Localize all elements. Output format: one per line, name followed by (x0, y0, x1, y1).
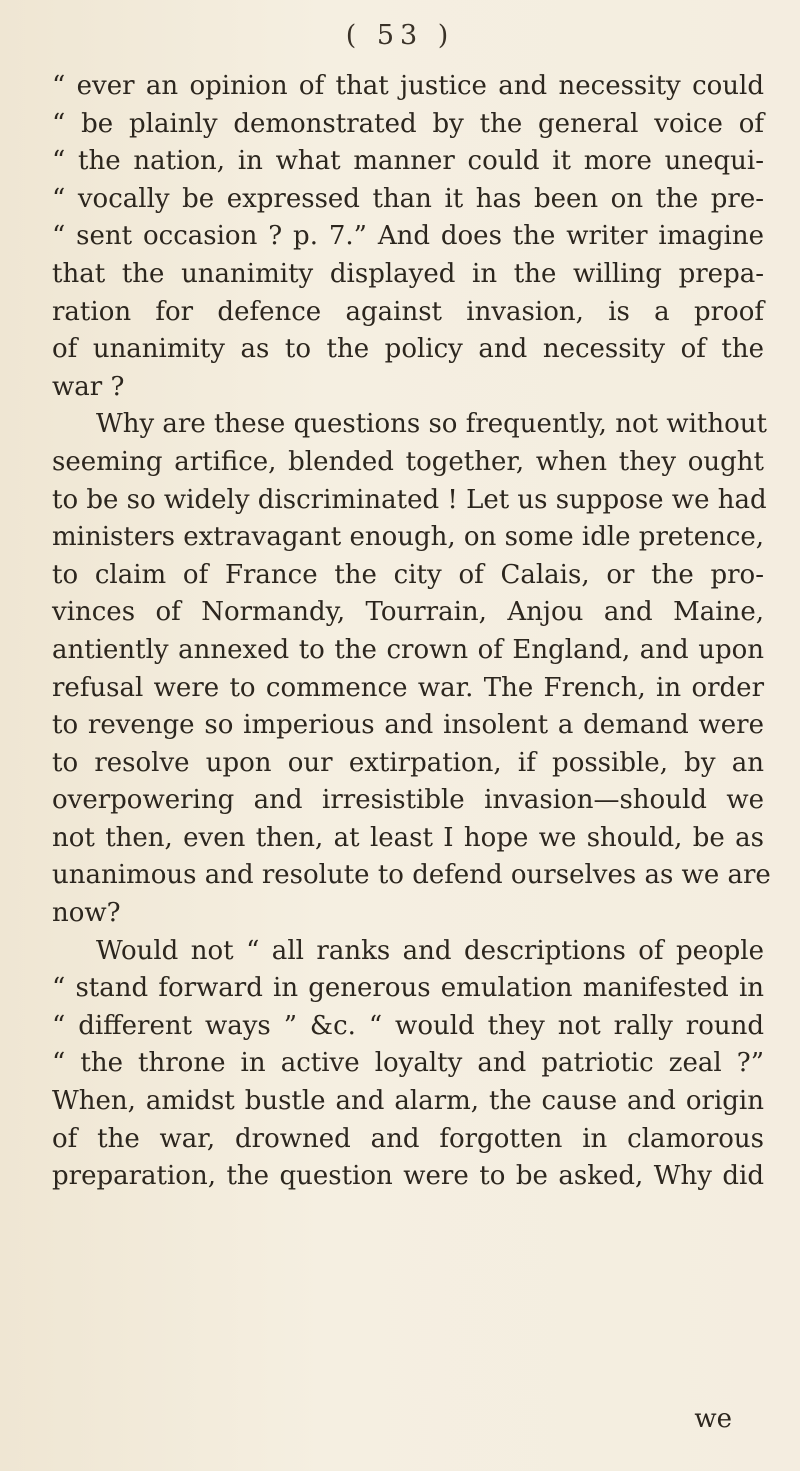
text-line: antiently annexed to the crown of England, and upon (52, 634, 764, 665)
text-line: war ? (52, 371, 125, 402)
page-number: ( 53 ) (345, 20, 455, 51)
text-line: that the unanimity displayed in the willing prepa- (52, 258, 764, 289)
text-line: “ sent occasion ? p. 7.” And does the writer imagine (52, 221, 764, 252)
body-text (52, 68, 771, 1196)
catchword: we (694, 1404, 732, 1434)
text-line: “ different ways ” &c. “ would they not rally round (52, 1010, 764, 1041)
text-line: “ be plainly demonstrated by the general voice of (52, 108, 764, 139)
text-line: vinces of Normandy, Tourrain, Anjou and Maine, (52, 597, 764, 628)
text-line: to claim of France the city of Calais, or the pro- (52, 559, 764, 590)
text-line: When, amidst bustle and alarm, the cause and origin (52, 1086, 764, 1117)
text-line: overpowering and irresistible invasion—should we (52, 785, 764, 816)
text-line: “ stand forward in generous emulation manifested in (52, 973, 764, 1004)
text-line: “ vocally be expressed than it has been on the pre- (52, 183, 764, 214)
text-line: ministers extravagant enough, on some idle pretence, (52, 522, 765, 553)
text-line: not then, even then, at least I hope we should, be as (52, 822, 764, 853)
text-line: of the war, drowned and forgotten in clamorous (52, 1123, 764, 1154)
text-line: of unanimity as to the policy and necessity of the (52, 334, 764, 365)
text-line: Would not “ all ranks and descriptions of people (96, 935, 764, 966)
text-line: “ ever an opinion of that justice and necessity could (52, 71, 764, 101)
text-line: ration for defence against invasion, is a proof (52, 296, 764, 327)
text-line: seeming artifice, blended together, when they ought (52, 446, 764, 477)
text-line: to be so widely discriminated ! Let us suppose we had (52, 484, 767, 515)
text-line: refusal were to commence war. The French, in order (52, 672, 764, 703)
text-line: to resolve upon our extirpation, if possible, by an (52, 747, 764, 778)
text-line: “ the throne in active loyalty and patriotic zeal ?” (52, 1048, 764, 1079)
text-line: Why are these questions so frequently, not without (96, 409, 767, 440)
text-line: unanimous and resolute to defend ourselves as we are (52, 860, 771, 891)
text-line: now? (52, 898, 121, 929)
text-line: preparation, the question were to be asked, Why did (52, 1161, 764, 1192)
text-line: to revenge so imperious and insolent a demand were (52, 710, 764, 741)
text-line: “ the nation, in what manner could it more unequi- (52, 146, 764, 177)
